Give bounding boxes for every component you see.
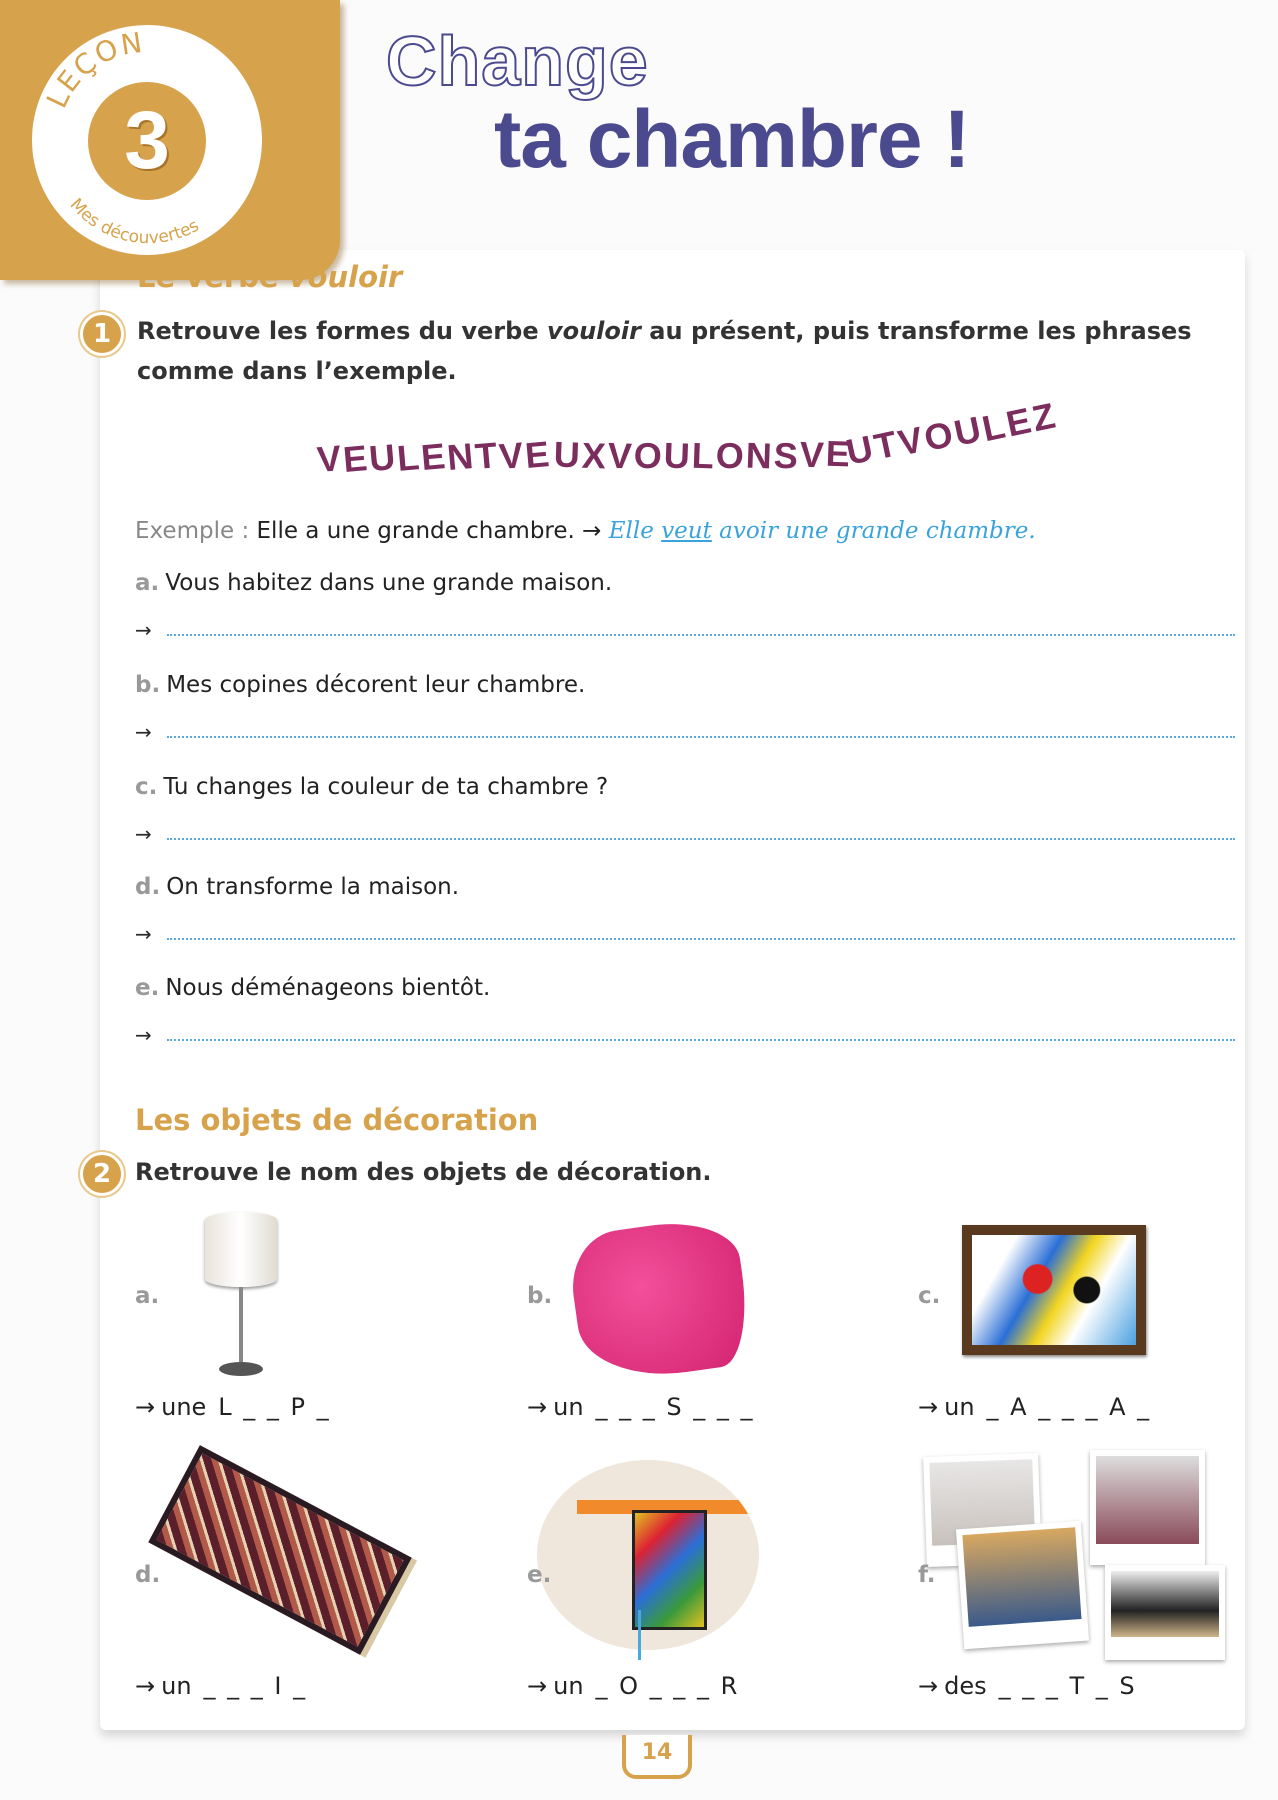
- image-label: f.: [918, 1562, 936, 1588]
- article: des: [944, 1672, 987, 1700]
- arrow-icon: →: [135, 1023, 152, 1047]
- painting-image: [962, 1225, 1146, 1355]
- pointer-arrow-icon: [638, 1610, 641, 1660]
- example-label: Exemple :: [135, 518, 250, 544]
- letter-pattern[interactable]: _ O _ _ _ R: [595, 1672, 740, 1700]
- section-title-italic: vouloir: [288, 260, 403, 294]
- answer-text: avoir une grande chambre.: [711, 518, 1036, 544]
- exercise-item: [135, 672, 585, 698]
- lesson-number: 3: [88, 82, 206, 200]
- image-label: e.: [527, 1562, 552, 1588]
- answer-text: Elle: [608, 518, 662, 544]
- arrow-icon: →: [135, 1672, 156, 1700]
- title-line2: ta chambre !: [494, 94, 970, 185]
- puzzle-letter: O: [715, 434, 745, 477]
- answer-line[interactable]: [135, 818, 1235, 846]
- exercise-item: [135, 774, 608, 800]
- puzzle-letter: U: [950, 408, 985, 454]
- lesson-label-text: LEÇON: [40, 25, 147, 114]
- item-letter: a.: [135, 570, 160, 596]
- letter-pattern[interactable]: _ A _ _ _ A _: [986, 1393, 1152, 1421]
- exercise-number-2: 2: [80, 1152, 124, 1196]
- item-letter: c.: [135, 774, 158, 800]
- item-sentence: Mes copines décorent leur chambre.: [166, 672, 586, 698]
- puzzle-letter: V: [497, 433, 525, 477]
- example-sentence: Elle a une grande chambre.: [256, 518, 575, 544]
- letter-pattern[interactable]: _ _ _ S _ _ _: [595, 1393, 755, 1421]
- letter-pattern[interactable]: _ _ _ I _: [203, 1672, 308, 1700]
- item-sentence: Nous déménageons bientôt.: [165, 975, 491, 1001]
- photos-image: [925, 1455, 1225, 1655]
- word-answer: [135, 1393, 331, 1421]
- exercise-number-1: 1: [80, 312, 124, 356]
- item-letter: d.: [135, 874, 161, 900]
- puzzle-letter: U: [367, 436, 397, 480]
- dotted-answer-field[interactable]: [167, 838, 1235, 840]
- puzzle-letter: N: [445, 434, 475, 478]
- dotted-answer-field[interactable]: [167, 634, 1235, 636]
- arrow-icon: →: [135, 822, 152, 846]
- answer-line[interactable]: [135, 1019, 1235, 1047]
- puzzle-letter: L: [395, 435, 421, 479]
- image-label: d.: [135, 1562, 161, 1588]
- lesson-subtitle: [66, 195, 203, 248]
- word-answer: [527, 1393, 755, 1421]
- puzzle-letter: V: [799, 433, 825, 476]
- puzzle-letter: U: [663, 434, 691, 477]
- answer-line[interactable]: [135, 614, 1235, 642]
- article: une: [161, 1393, 207, 1421]
- letter-pattern[interactable]: L _ _ P _: [218, 1393, 331, 1421]
- dotted-answer-field[interactable]: [167, 736, 1235, 738]
- arrow-icon: →: [527, 1393, 548, 1421]
- article: un: [553, 1393, 584, 1421]
- arrow-icon: →: [135, 1393, 156, 1421]
- arrow-icon: →: [527, 1672, 548, 1700]
- exercise-item: [135, 975, 490, 1001]
- section-title-plain: Le verbe: [137, 260, 289, 294]
- exercise1-instruction: [137, 311, 1217, 391]
- letter-pattern[interactable]: _ _ _ T _ S: [998, 1672, 1137, 1700]
- puzzle-letter: U: [552, 433, 581, 476]
- section-title-decoration: Les objets de décoration: [135, 1103, 539, 1137]
- image-label: b.: [527, 1283, 553, 1309]
- puzzle-letter: S: [773, 434, 799, 476]
- word-answer: [135, 1672, 307, 1700]
- puzzle-letter: Z: [1028, 394, 1059, 440]
- puzzle-letter: N: [745, 434, 773, 477]
- lesson-subtitle-text: Mes découvertes: [65, 194, 203, 249]
- article: un: [161, 1672, 192, 1700]
- exercise2-instruction: Retrouve le nom des objets de décoration.: [135, 1158, 712, 1186]
- puzzle-letter: O: [920, 412, 957, 459]
- puzzle-letter: E: [825, 432, 851, 475]
- example-line: [135, 518, 1036, 544]
- title-line1: Change: [386, 22, 649, 100]
- arrow-icon: →: [918, 1672, 939, 1700]
- word-answer: [527, 1672, 739, 1700]
- instruction-text: Retrouve les formes du verbe: [137, 317, 547, 345]
- word-answer: [918, 1672, 1137, 1700]
- lamp-image: [205, 1212, 277, 1377]
- arrow-icon: →: [135, 922, 152, 946]
- item-letter: e.: [135, 975, 160, 1001]
- answer-line[interactable]: [135, 716, 1235, 744]
- puzzle-letter: E: [1002, 399, 1035, 445]
- puzzle-letter: V: [607, 434, 633, 477]
- word-answer: [918, 1393, 1151, 1421]
- dotted-answer-field[interactable]: [167, 938, 1235, 940]
- poster-image: [537, 1460, 759, 1650]
- answer-line[interactable]: [135, 918, 1235, 946]
- image-label: c.: [918, 1283, 941, 1309]
- answer-verb: veut: [661, 518, 712, 544]
- item-letter: b.: [135, 672, 161, 698]
- puzzle-letter: T: [473, 434, 499, 478]
- puzzle-letter: O: [633, 434, 663, 477]
- puzzle-letter: T: [870, 422, 901, 468]
- arrow-icon: →: [135, 720, 152, 744]
- instruction-text: comme dans l’exemple.: [137, 357, 457, 385]
- puzzle-letter: U: [842, 427, 877, 473]
- example-arrow: →: [582, 518, 602, 544]
- puzzle-letter: V: [315, 437, 343, 481]
- puzzle-letter: V: [894, 418, 927, 464]
- dotted-answer-field[interactable]: [167, 1039, 1235, 1041]
- image-label: a.: [135, 1283, 160, 1309]
- example-answer: [609, 518, 1036, 544]
- item-sentence: On transforme la maison.: [166, 874, 460, 900]
- instruction-italic: vouloir: [546, 317, 641, 345]
- exercise-item: [135, 874, 459, 900]
- puzzle-letter: L: [978, 404, 1009, 449]
- article: un: [944, 1393, 975, 1421]
- puzzle-letter: X: [580, 434, 607, 476]
- arrow-icon: →: [135, 618, 152, 642]
- item-sentence: Tu changes la couleur de ta chambre ?: [163, 774, 609, 800]
- item-sentence: Vous habitez dans une grande maison.: [165, 570, 613, 596]
- page-number: 14: [622, 1735, 692, 1779]
- article: un: [553, 1672, 584, 1700]
- puzzle-letter: E: [523, 433, 551, 476]
- word-puzzle: [250, 395, 1130, 505]
- exercise-item: [135, 570, 612, 596]
- puzzle-letter: E: [419, 435, 447, 479]
- section-title-verb: [137, 260, 402, 294]
- arrow-icon: →: [918, 1393, 939, 1421]
- puzzle-letter: E: [341, 436, 369, 480]
- instruction-text: au présent, puis transforme les phrases: [640, 317, 1192, 345]
- puzzle-letter: L: [691, 434, 715, 477]
